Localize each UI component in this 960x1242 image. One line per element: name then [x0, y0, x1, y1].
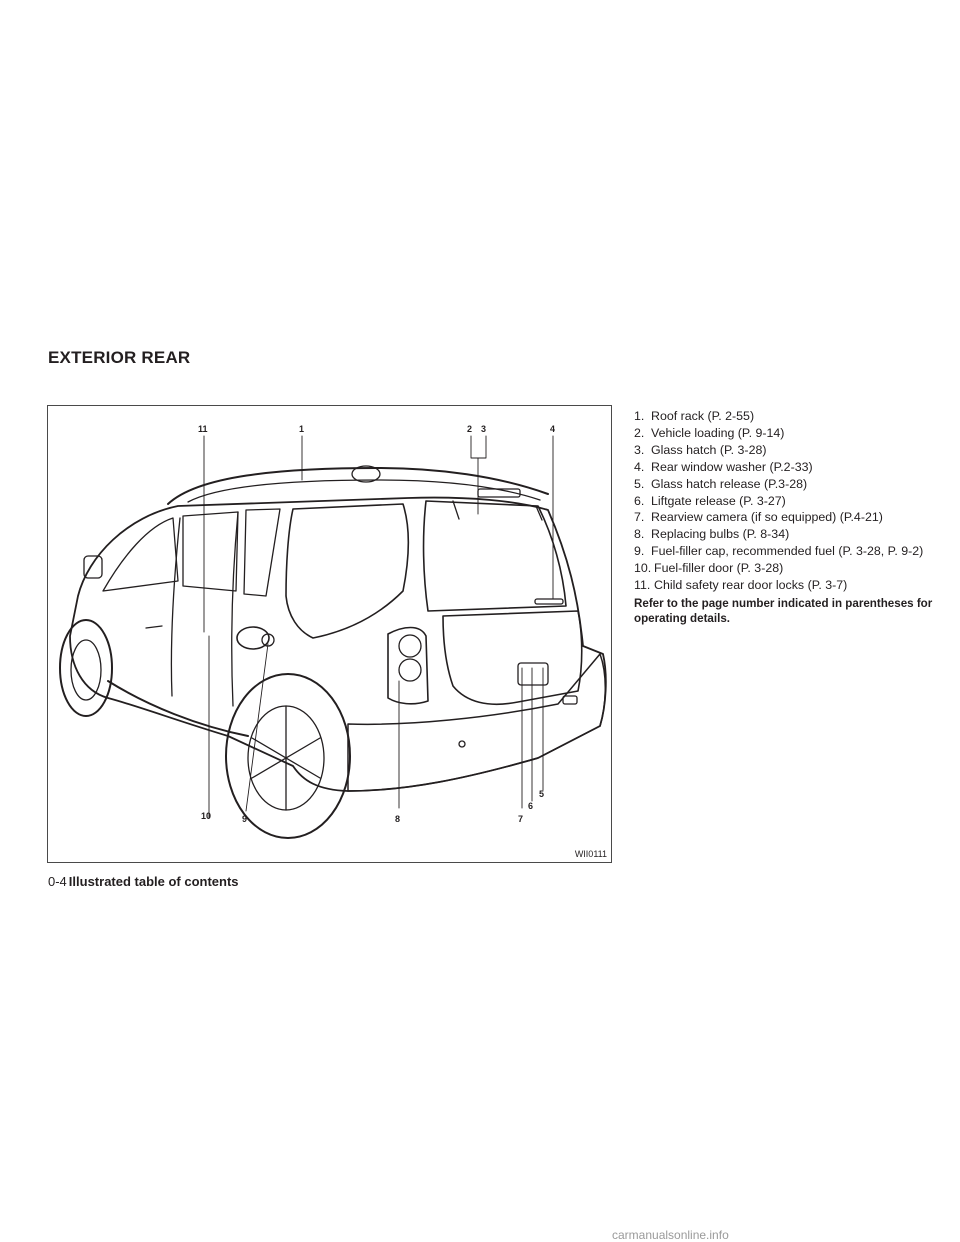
side-window-front [103, 518, 178, 591]
legend-item: 6. Liftgate release (P. 3-27) [634, 493, 786, 508]
legend-item: 5. Glass hatch release (P.3-28) [634, 476, 808, 491]
legend-item: 10. Fuel-filler door (P. 3-28) [634, 561, 784, 576]
page-title: Illustrated table of contents [68, 874, 239, 889]
watermark: carmanualsonline.info [612, 1228, 729, 1242]
vehicle-rear-illustration [47, 405, 612, 863]
rear-bumper [348, 654, 605, 791]
side-window-rear [244, 509, 280, 596]
tail-lamp-upper [399, 635, 421, 657]
legend-list [634, 408, 934, 594]
front-wheel-tire [60, 620, 112, 716]
legend-item: 11. Child safety rear door locks (P. 3-7) [634, 578, 848, 593]
callout-7: 7 [518, 814, 524, 824]
rear-wheel-spokes [252, 706, 320, 810]
bumper-reflector [563, 696, 577, 704]
page-number: 0-4 [48, 874, 67, 889]
legend-item: 9. Fuel-filler cap, recommended fuel (P. 3-28, P. 9-2) [634, 544, 924, 559]
page-footer [48, 874, 239, 889]
callout-8: 8 [395, 814, 401, 824]
callout-9: 9 [242, 814, 248, 824]
side-window-middle [183, 512, 238, 591]
legend-item: 3. Glass hatch (P. 3-28) [634, 442, 767, 457]
side-step [108, 681, 248, 736]
legend-item: 4. Rear window washer (P.2-33) [634, 459, 813, 474]
rear-quarter-glass [286, 504, 408, 638]
tail-lamp [388, 628, 428, 704]
rear-washer-nozzle [535, 599, 563, 604]
callout-5: 5 [539, 789, 545, 799]
callout-6: 6 [528, 801, 534, 811]
fuel-filler-door [237, 627, 269, 649]
front-wheel-rim [71, 640, 101, 700]
callout-1: 1 [299, 424, 305, 434]
bumper-sensor [459, 741, 465, 747]
callout-2: 2 [467, 424, 473, 434]
legend-item: 7. Rearview camera (if so equipped) (P.4-21) [634, 510, 883, 525]
callout-10: 10 [201, 811, 212, 821]
legend-item: 2. Vehicle loading (P. 9-14) [634, 425, 785, 440]
figure-code: WII0111 [574, 849, 607, 859]
license-plate-area [518, 663, 548, 685]
door-handle [146, 626, 162, 628]
section-title: EXTERIOR REAR [48, 348, 191, 367]
tail-lamp-lower [399, 659, 421, 681]
roof-rack-rail [168, 468, 548, 504]
legend-note: Refer to the page number indicated in parentheses for operating details. [634, 596, 933, 625]
callout-4: 4 [550, 424, 556, 434]
legend-item: 1. Roof rack (P. 2-55) [634, 409, 755, 423]
legend-item: 8. Replacing bulbs (P. 8-34) [634, 527, 790, 542]
callout-11: 11 [198, 424, 208, 434]
liftgate-panel [443, 611, 582, 704]
body-outline [70, 498, 606, 791]
parts-legend [634, 408, 934, 626]
rear-glass-hatch [424, 501, 566, 611]
hatch-hinge-left [453, 501, 459, 519]
callout-3: 3 [481, 424, 487, 434]
suv-line-drawing [48, 406, 611, 862]
